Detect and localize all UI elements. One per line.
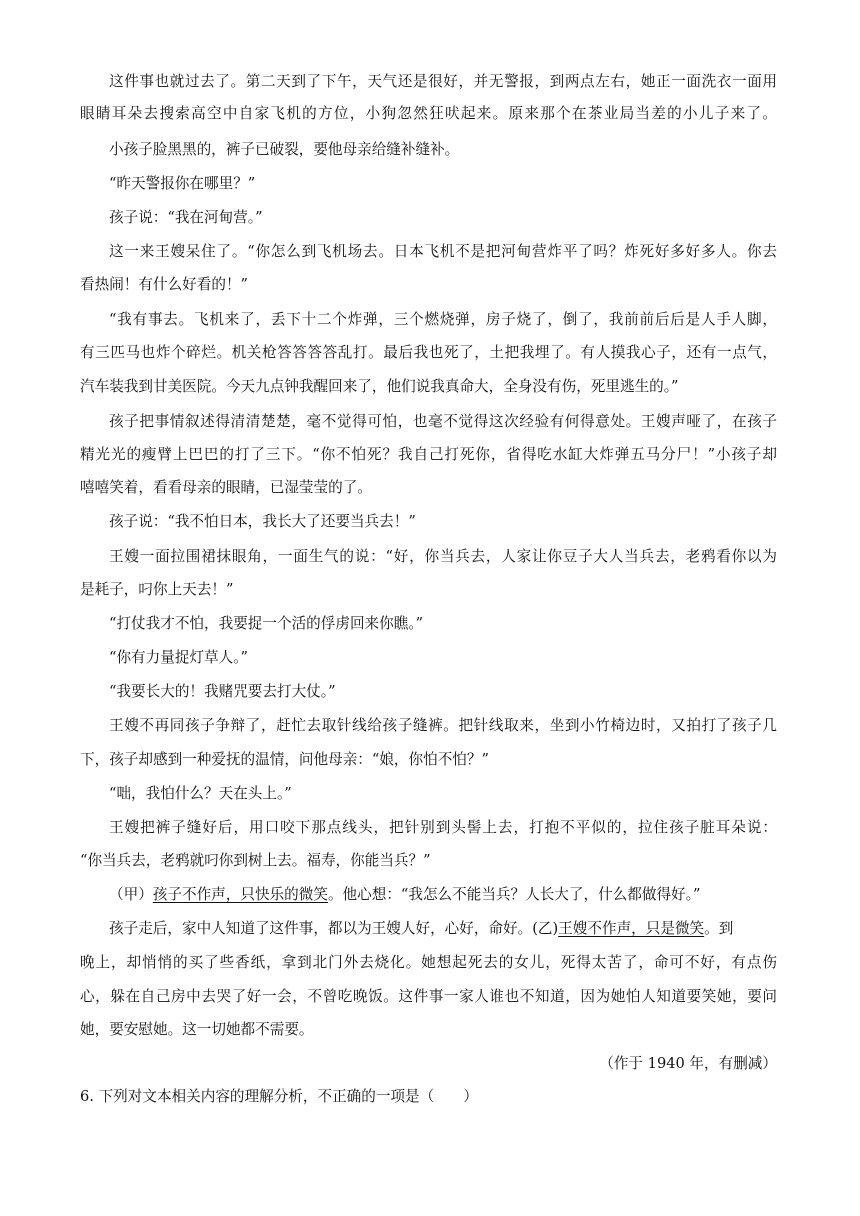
paragraph-line: 汽车装我到甘美医院。今天九点钟我醒回来了，他们说我真命大，全身没有伤，死里逃生的。” <box>80 378 679 395</box>
paragraph-line: “我要长大的！我赌咒要去打大仗。” <box>109 683 336 700</box>
underlined-sentence-yi: 王嫂不作声，只是微笑 <box>558 920 705 937</box>
sentence-tail: 。他心想：“我怎么不能当兵？人长大了，什么都做得好。” <box>327 886 701 903</box>
marker-jia: （甲） <box>109 886 153 903</box>
paragraph-line: “你有力量捉灯草人。” <box>109 649 248 666</box>
paragraph-line: 嘻嘻笑着，看看母亲的眼睛，已湿莹莹的了。 <box>80 479 372 496</box>
paragraph-line: “咄，我怕什么？天在头上。” <box>109 785 292 802</box>
paragraph-line: 看热闹！有什么好看的！” <box>80 276 248 293</box>
paragraph-line: “我有事去。飞机来了，丢下十二个炸弹，三个燃烧弹，房子烧了，倒了，我前前后后是人手人脚， <box>109 311 777 328</box>
paragraph-line: 下，孩子却感到一种爱抚的温情，问他母亲：“娘，你怕不怕？” <box>80 751 489 768</box>
sentence-head: 孩子走后，家中人知道了这件事，都以为王嫂人好，心好，命好。(乙) <box>109 920 559 937</box>
paragraph-line: 是耗子，叼你上天去！” <box>80 581 234 598</box>
paragraph-line: “你当兵去，老鸦就叼你到树上去。福寿，你能当兵？” <box>80 852 431 869</box>
paragraph-line: 小孩子脸黑黑的，裤子已破裂，要他母亲给缝补缝补。 <box>109 141 460 158</box>
paragraph-line: 这件事也就过去了。第二天到了下午，天气还是很好，并无警报，到两点左右，她正一面洗衣一面用 <box>109 73 777 90</box>
paragraph-line: 孩子说：“我在河甸营。” <box>109 209 263 226</box>
paragraph-line: 王嫂一面拉围裙抹眼角，一面生气的说：“好，你当兵去，人家让你豆子大人当兵去，老鸦看你以为 <box>109 548 777 565</box>
paragraph-line: 精光光的瘦臂上巴巴的打了三下。“你不怕死？我自己打死你，省得吃水缸大炸弹五马分尸！”小孩子却 <box>80 446 777 463</box>
paragraph-line: 王嫂不再同孩子争辩了，赶忙去取针线给孩子缝裤。把针线取来，坐到小竹椅边时，又拍打了孩子几 <box>109 717 777 734</box>
paragraph-line: 王嫂把裤子缝好后，用口咬下那点线头，把针别到头髻上去，打抱不平似的，拉住孩子脏耳朵说： <box>109 819 777 836</box>
source-note: （作于 1940 年，有删减） <box>599 1055 777 1072</box>
paragraph-line: 孩子把事情叙述得清清楚楚，毫不觉得可怕，也毫不觉得这次经验有何得意处。王嫂声哑了，在孩子 <box>109 413 777 430</box>
paragraph-line: 晚上，却悄悄的买了些香纸，拿到北门外去烧化。她想起死去的女儿，死得太苦了，命可不好，有点伤 <box>80 954 777 971</box>
paragraph-line: 眼睛耳朵去搜索高空中自家飞机的方位，小狗忽然狂吠起来。原来那个在茶业局当差的小儿子来了。 <box>80 105 777 122</box>
paragraph-line: 心，躲在自己房中去哭了好一会，不曾吃晚饭。这件事一家人谁也不知道，因为她怕人知道要笑她，要问 <box>80 988 777 1005</box>
paragraph-line: 孩子说：“我不怕日本，我长大了还要当兵去！” <box>109 513 416 530</box>
paragraph-line: 有三匹马也炸个碎烂。机关枪答答答答乱打。最后我也死了，土把我埋了。有人摸我心子，还有一点气， <box>80 344 777 361</box>
paragraph-line: “昨天警报你在哪里？” <box>109 175 256 192</box>
paragraph-line: 她，要安慰她。这一切她都不需要。 <box>80 1021 314 1038</box>
paragraph-line-jia <box>109 885 809 905</box>
paragraph-line-yi <box>109 919 809 939</box>
paragraph-line: 这一来王嫂呆住了。“你怎么到飞机场去。日本飞机不是把河甸营炸平了吗？炸死好多好多人。你去 <box>109 243 777 260</box>
question-6: 6. 下列对文本相关内容的理解分析，不正确的一项是（ ） <box>80 1088 479 1105</box>
paragraph-line: “打仗我才不怕，我要捉一个活的俘虏回来你瞧。” <box>109 615 424 632</box>
sentence-tail: 。到 <box>704 920 734 937</box>
underlined-sentence-jia: 孩子不作声，只快乐的微笑 <box>152 886 328 903</box>
